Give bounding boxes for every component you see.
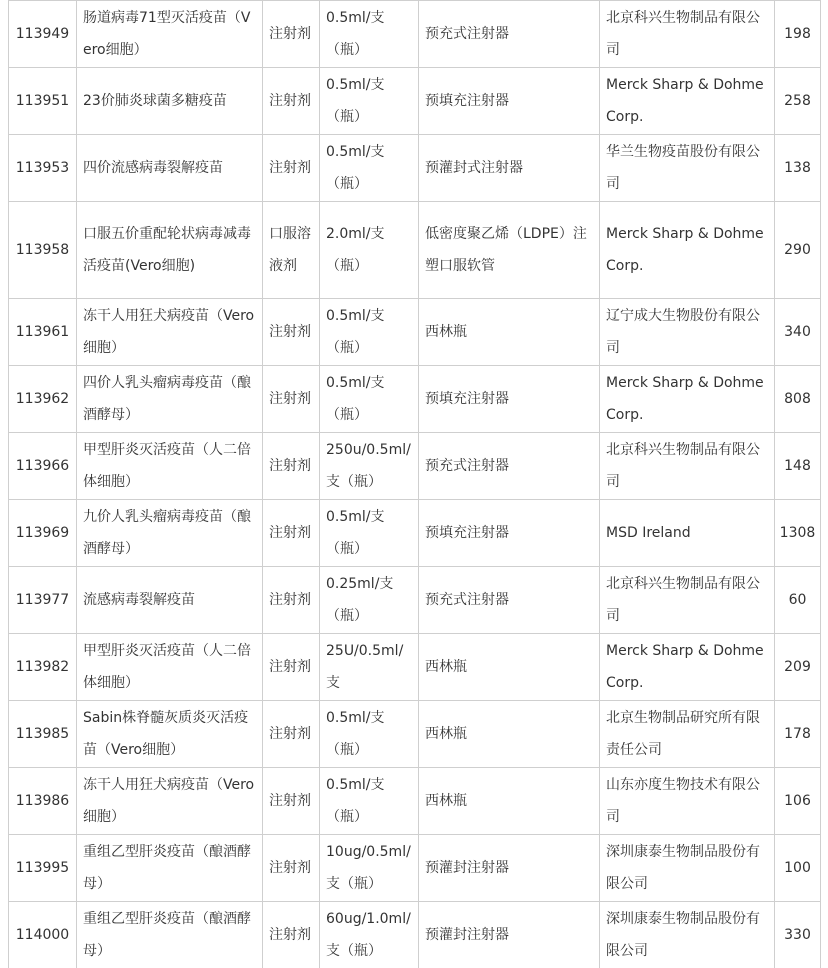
- dosage-form-cell: 注射剂: [263, 835, 320, 902]
- table-row: [9, 567, 821, 634]
- product-code-cell: 113969: [9, 500, 77, 567]
- table-row: [9, 366, 821, 433]
- specification-cell: 0.5ml/支（瓶）: [320, 366, 419, 433]
- product-code-cell: 113962: [9, 366, 77, 433]
- product-code-cell: 113982: [9, 634, 77, 701]
- vaccine-price-table-container: [8, 0, 820, 968]
- manufacturer-cell: 华兰生物疫苗股份有限公司: [600, 135, 775, 202]
- table-row: [9, 902, 821, 968]
- dosage-form-cell: 注射剂: [263, 567, 320, 634]
- product-name-cell: 四价人乳头瘤病毒疫苗（酿酒酵母）: [77, 366, 263, 433]
- table-row: [9, 68, 821, 135]
- table-row: [9, 299, 821, 366]
- product-code-cell: 113966: [9, 433, 77, 500]
- packaging-cell: 西林瓶: [419, 299, 600, 366]
- product-name-cell: 肠道病毒71型灭活疫苗（Vero细胞）: [77, 1, 263, 68]
- packaging-cell: 预灌封注射器: [419, 835, 600, 902]
- specification-cell: 250u/0.5ml/支（瓶）: [320, 433, 419, 500]
- price-cell: 60: [775, 567, 821, 634]
- dosage-form-cell: 注射剂: [263, 68, 320, 135]
- product-code-cell: 113958: [9, 202, 77, 299]
- table-row: [9, 202, 821, 299]
- product-name-cell: 重组乙型肝炎疫苗（酿酒酵母）: [77, 902, 263, 968]
- vaccine-price-table: [8, 0, 821, 968]
- product-name-cell: 流感病毒裂解疫苗: [77, 567, 263, 634]
- manufacturer-cell: 北京科兴生物制品有限公司: [600, 567, 775, 634]
- dosage-form-cell: 注射剂: [263, 500, 320, 567]
- price-cell: 100: [775, 835, 821, 902]
- product-code-cell: 113985: [9, 701, 77, 768]
- price-cell: 138: [775, 135, 821, 202]
- table-row: [9, 433, 821, 500]
- manufacturer-cell: 辽宁成大生物股份有限公司: [600, 299, 775, 366]
- dosage-form-cell: 注射剂: [263, 1, 320, 68]
- price-cell: 148: [775, 433, 821, 500]
- product-code-cell: 113977: [9, 567, 77, 634]
- specification-cell: 0.5ml/支（瓶）: [320, 500, 419, 567]
- price-cell: 330: [775, 902, 821, 968]
- manufacturer-cell: Merck Sharp & Dohme Corp.: [600, 68, 775, 135]
- price-cell: 106: [775, 768, 821, 835]
- dosage-form-cell: 注射剂: [263, 433, 320, 500]
- specification-cell: 0.5ml/支（瓶）: [320, 1, 419, 68]
- price-cell: 198: [775, 1, 821, 68]
- price-cell: 209: [775, 634, 821, 701]
- specification-cell: 25U/0.5ml/支: [320, 634, 419, 701]
- packaging-cell: 西林瓶: [419, 768, 600, 835]
- table-body: [9, 1, 821, 968]
- specification-cell: 0.5ml/支（瓶）: [320, 701, 419, 768]
- manufacturer-cell: Merck Sharp & Dohme Corp.: [600, 634, 775, 701]
- packaging-cell: 预填充注射器: [419, 68, 600, 135]
- manufacturer-cell: 山东亦度生物技术有限公司: [600, 768, 775, 835]
- price-cell: 340: [775, 299, 821, 366]
- specification-cell: 0.5ml/支（瓶）: [320, 768, 419, 835]
- specification-cell: 0.25ml/支（瓶）: [320, 567, 419, 634]
- dosage-form-cell: 注射剂: [263, 902, 320, 968]
- product-name-cell: Sabin株脊髓灰质炎灭活疫苗（Vero细胞）: [77, 701, 263, 768]
- packaging-cell: 预填充注射器: [419, 500, 600, 567]
- price-cell: 178: [775, 701, 821, 768]
- price-cell: 290: [775, 202, 821, 299]
- dosage-form-cell: 注射剂: [263, 768, 320, 835]
- table-row: [9, 634, 821, 701]
- product-name-cell: 九价人乳头瘤病毒疫苗（酿酒酵母）: [77, 500, 263, 567]
- specification-cell: 2.0ml/支（瓶）: [320, 202, 419, 299]
- packaging-cell: 预充式注射器: [419, 1, 600, 68]
- product-code-cell: 113949: [9, 1, 77, 68]
- product-name-cell: 甲型肝炎灭活疫苗（人二倍体细胞）: [77, 634, 263, 701]
- table-row: [9, 835, 821, 902]
- table-row: [9, 135, 821, 202]
- price-cell: 808: [775, 366, 821, 433]
- product-name-cell: 23价肺炎球菌多糖疫苗: [77, 68, 263, 135]
- product-name-cell: 冻干人用狂犬病疫苗（Vero细胞）: [77, 299, 263, 366]
- dosage-form-cell: 注射剂: [263, 299, 320, 366]
- product-code-cell: 113951: [9, 68, 77, 135]
- product-name-cell: 甲型肝炎灭活疫苗（人二倍体细胞）: [77, 433, 263, 500]
- packaging-cell: 预填充注射器: [419, 366, 600, 433]
- product-code-cell: 113961: [9, 299, 77, 366]
- packaging-cell: 预充式注射器: [419, 567, 600, 634]
- product-code-cell: 113986: [9, 768, 77, 835]
- dosage-form-cell: 注射剂: [263, 366, 320, 433]
- dosage-form-cell: 注射剂: [263, 135, 320, 202]
- manufacturer-cell: 北京科兴生物制品有限公司: [600, 433, 775, 500]
- product-name-cell: 冻干人用狂犬病疫苗（Vero细胞）: [77, 768, 263, 835]
- price-cell: 1308: [775, 500, 821, 567]
- price-cell: 258: [775, 68, 821, 135]
- specification-cell: 0.5ml/支（瓶）: [320, 68, 419, 135]
- table-row: [9, 701, 821, 768]
- product-name-cell: 重组乙型肝炎疫苗（酿酒酵母）: [77, 835, 263, 902]
- packaging-cell: 西林瓶: [419, 701, 600, 768]
- dosage-form-cell: 口服溶液剂: [263, 202, 320, 299]
- product-code-cell: 113995: [9, 835, 77, 902]
- specification-cell: 60ug/1.0ml/支（瓶）: [320, 902, 419, 968]
- specification-cell: 0.5ml/支（瓶）: [320, 135, 419, 202]
- manufacturer-cell: Merck Sharp & Dohme Corp.: [600, 202, 775, 299]
- specification-cell: 0.5ml/支（瓶）: [320, 299, 419, 366]
- table-row: [9, 768, 821, 835]
- manufacturer-cell: Merck Sharp & Dohme Corp.: [600, 366, 775, 433]
- table-row: [9, 500, 821, 567]
- product-name-cell: 口服五价重配轮状病毒减毒活疫苗(Vero细胞): [77, 202, 263, 299]
- product-code-cell: 114000: [9, 902, 77, 968]
- manufacturer-cell: 北京科兴生物制品有限公司: [600, 1, 775, 68]
- manufacturer-cell: MSD Ireland: [600, 500, 775, 567]
- packaging-cell: 低密度聚乙烯（LDPE）注塑口服软管: [419, 202, 600, 299]
- dosage-form-cell: 注射剂: [263, 634, 320, 701]
- table-row: [9, 1, 821, 68]
- packaging-cell: 预灌封注射器: [419, 902, 600, 968]
- specification-cell: 10ug/0.5ml/支（瓶）: [320, 835, 419, 902]
- manufacturer-cell: 深圳康泰生物制品股份有限公司: [600, 835, 775, 902]
- manufacturer-cell: 北京生物制品研究所有限责任公司: [600, 701, 775, 768]
- packaging-cell: 预灌封式注射器: [419, 135, 600, 202]
- product-name-cell: 四价流感病毒裂解疫苗: [77, 135, 263, 202]
- product-code-cell: 113953: [9, 135, 77, 202]
- dosage-form-cell: 注射剂: [263, 701, 320, 768]
- packaging-cell: 西林瓶: [419, 634, 600, 701]
- manufacturer-cell: 深圳康泰生物制品股份有限公司: [600, 902, 775, 968]
- packaging-cell: 预充式注射器: [419, 433, 600, 500]
